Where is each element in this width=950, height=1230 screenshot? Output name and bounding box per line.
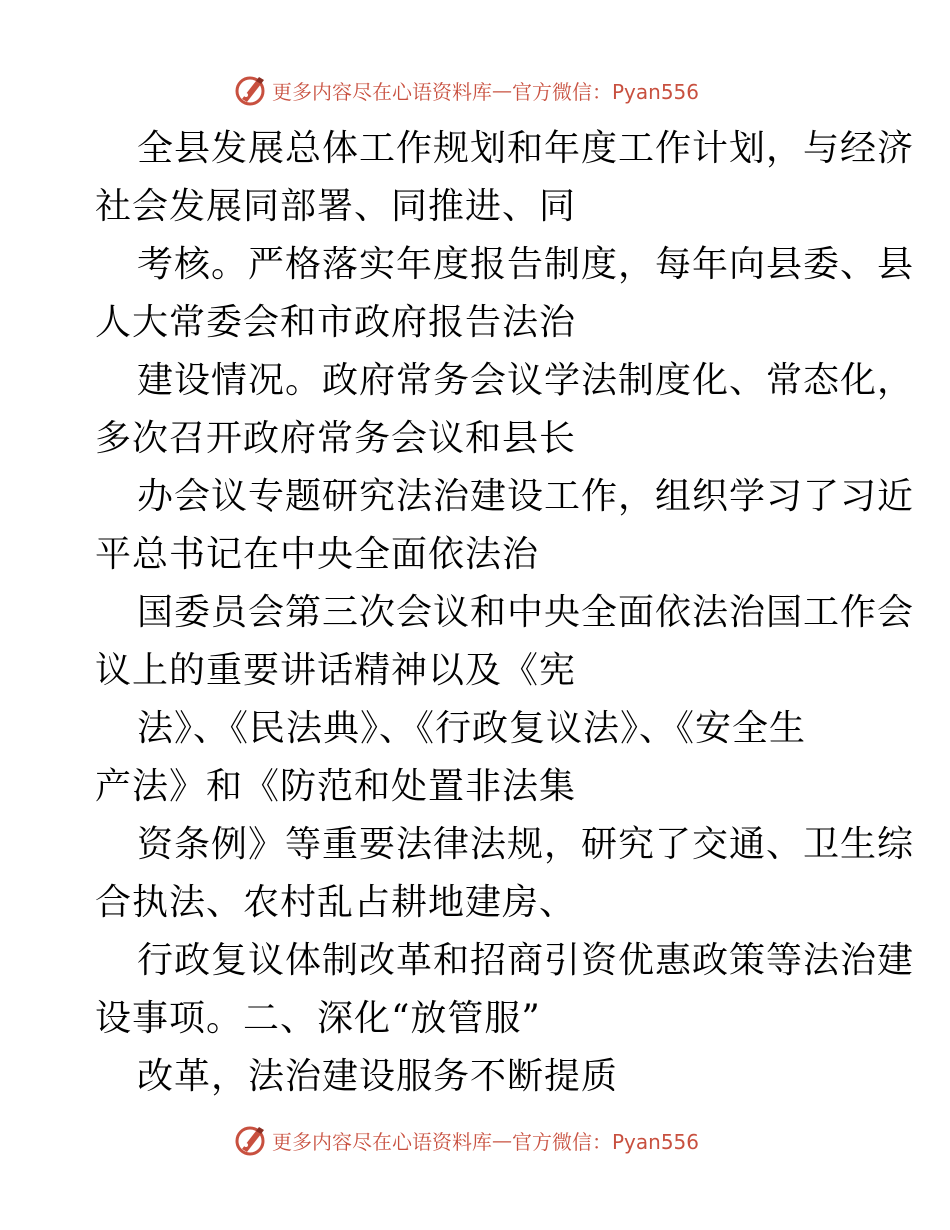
text-line: 平总书记在中央全面依法治 [95, 534, 540, 575]
text-line: 资条例》等重要法律法规，研究了交通、卫生综 [137, 824, 915, 865]
watermark-dash: — [492, 78, 512, 102]
document-body [95, 120, 915, 1106]
watermark-main-text: 更多内容尽在心语资料库 [272, 79, 492, 104]
text-line: 设事项。二、深化“放管服” [95, 998, 541, 1039]
text-line: 社会发展同部署、同推进、同 [95, 186, 577, 227]
watermark-dash: — [492, 1128, 512, 1152]
pen-logo-icon [234, 1123, 268, 1157]
watermark-sub-text: 官方微信：Pyan556 [512, 79, 700, 104]
text-line: 办会议专题研究法治建设工作，组织学习了习近 [137, 476, 915, 517]
text-line: 多次召开政府常务会议和县长 [95, 418, 577, 459]
footer-watermark [234, 1122, 699, 1158]
text-line: 建设情况。政府常务会议学法制度化、常态化， [137, 360, 915, 401]
watermark-main-text: 更多内容尽在心语资料库 [272, 1129, 492, 1154]
pen-logo-icon [234, 73, 268, 107]
text-line: 人大常委会和市政府报告法治 [95, 302, 577, 343]
watermark-sub-text: 官方微信：Pyan556 [512, 1129, 700, 1154]
text-line: 产法》和《防范和处置非法集 [95, 766, 577, 807]
text-line: 合执法、农村乱占耕地建房、 [95, 882, 577, 923]
text-line: 考核。严格落实年度报告制度，每年向县委、县 [137, 244, 915, 285]
text-line: 改革，法治建设服务不断提质 [137, 1056, 619, 1097]
header-watermark [234, 72, 699, 108]
text-line: 全县发展总体工作规划和年度工作计划，与经济 [137, 128, 915, 169]
text-line: 国委员会第三次会议和中央全面依法治国工作会 [137, 592, 915, 633]
text-line: 行政复议体制改革和招商引资优惠政策等法治建 [137, 940, 915, 981]
text-line: 议上的重要讲话精神以及《宪 [95, 650, 577, 691]
text-line: 法》、《民法典》、《行政复议法》、《安全生 [137, 708, 807, 749]
